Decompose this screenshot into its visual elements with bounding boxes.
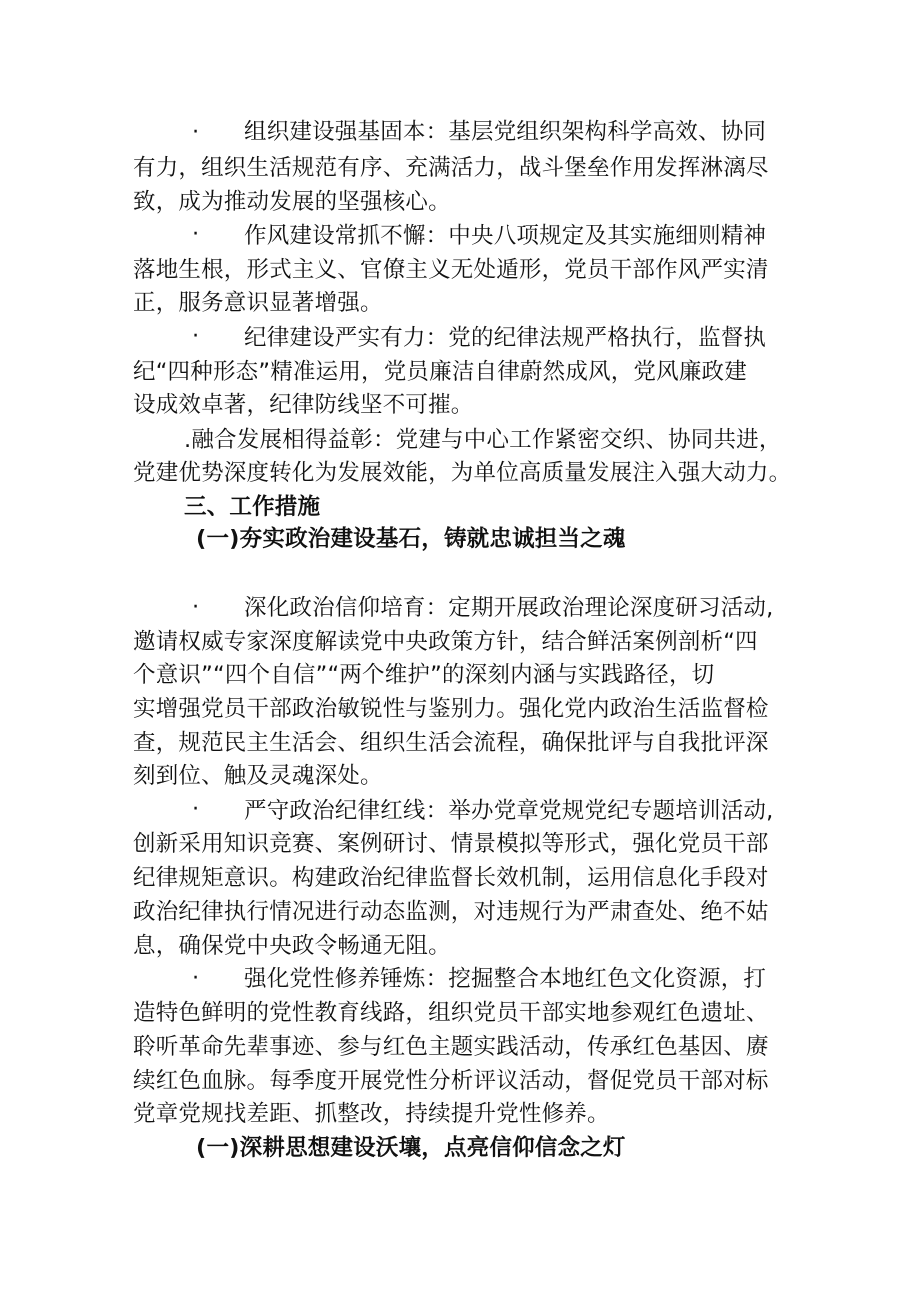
subsection-heading: (一)夯实政治建设基石，铸就忠诚担当之魂 — [196, 526, 626, 552]
paragraph-line: 纪“四种形态”精准运用，党员廉洁自律蔚然成风，党风廉政建 — [133, 359, 747, 385]
subsection-heading: (一)深耕思想建设沃壤，点亮信仰信念之灯 — [196, 1135, 626, 1161]
section-heading: 三、工作措施 — [184, 494, 321, 520]
paragraph-line: 致，成为推动发展的坚强核心。 — [133, 189, 451, 215]
paragraph-line: 息，确保党中央政令畅通无阻。 — [133, 933, 451, 959]
paragraph-line: 强化党性修养锤炼：挖掘整合本地红色文化资源，打 — [244, 966, 767, 992]
paragraph-line: 创新采用知识竞赛、案例研讨、情景模拟等形式，强化党员干部 — [133, 831, 769, 857]
paragraph-line: 有力，组织生活规范有序、充满活力，战斗堡垒作用发挥淋漓尽 — [133, 155, 769, 181]
paragraph-line: 党章党规找差距、抓整改，持续提升党性修养。 — [133, 1101, 610, 1127]
paragraph-line: 落地生根，形式主义、官僚主义无处遁形，党员干部作风严实清 — [133, 257, 769, 283]
paragraph-line: 个意识”“四个自信”“两个维护”的深刻内涵与实践路径，切 — [133, 662, 715, 688]
paragraph-line: 政治纪律执行情况进行动态监测，对违规行为严肃查处、绝不姑 — [133, 899, 769, 925]
bullet-marker: · — [192, 594, 200, 620]
paragraph-line: 续红色血脉。每季度开展党性分析评议活动，督促党员干部对标 — [133, 1068, 769, 1094]
paragraph-line: 深化政治信仰培育：定期开展政治理论深度研习活动, — [244, 595, 774, 621]
paragraph-line: 纪律建设严实有力：党的纪律法规严格执行，监督执 — [244, 325, 767, 351]
paragraph-line: 查，规范民主生活会、组织生活会流程，确保批评与自我批评深 — [133, 730, 769, 756]
bullet-marker: · — [192, 323, 200, 349]
paragraph-line: 党建优势深度转化为发展效能，为单位高质量发展注入强大动力。 — [133, 460, 792, 486]
paragraph-line: 造特色鲜明的党性教育线路，组织党员干部实地参观红色遗址、 — [133, 1000, 769, 1026]
paragraph-line: 作风建设常抓不懈：中央八项规定及其实施细则精神 — [244, 223, 767, 249]
paragraph-line: 严守政治纪律红线：举办党章党规党纪专题培训活动, — [244, 798, 774, 824]
bullet-marker: · — [192, 119, 200, 145]
bullet-marker: · — [192, 965, 200, 991]
paragraph-line: 刻到位、触及灵魂深处。 — [133, 763, 383, 789]
paragraph-line: 邀请权威专家深度解读党中央政策方针，结合鲜活案例剖析“四 — [133, 629, 758, 655]
paragraph-line: 实增强党员干部政治敏锐性与鉴别力。强化党内政治生活监督检 — [133, 696, 769, 722]
bullet-marker: · — [192, 221, 200, 247]
paragraph-line: 聆听革命先辈事迹、参与红色主题实践活动，传承红色基因、赓 — [133, 1034, 769, 1060]
bullet-marker: · — [192, 796, 200, 822]
paragraph-line: 设成效卓著，纪律防线坚不可摧。 — [133, 392, 474, 418]
paragraph-line: 纪律规矩意识。构建政治纪律监督长效机制，运用信息化手段对 — [133, 865, 769, 891]
paragraph-line: .融合发展相得益彰：党建与中心工作紧密交织、协同共进， — [184, 427, 782, 453]
paragraph-line: 组织建设强基固本：基层党组织架构科学高效、协同 — [244, 119, 767, 145]
paragraph-line: 正，服务意识显著增强。 — [133, 290, 383, 316]
